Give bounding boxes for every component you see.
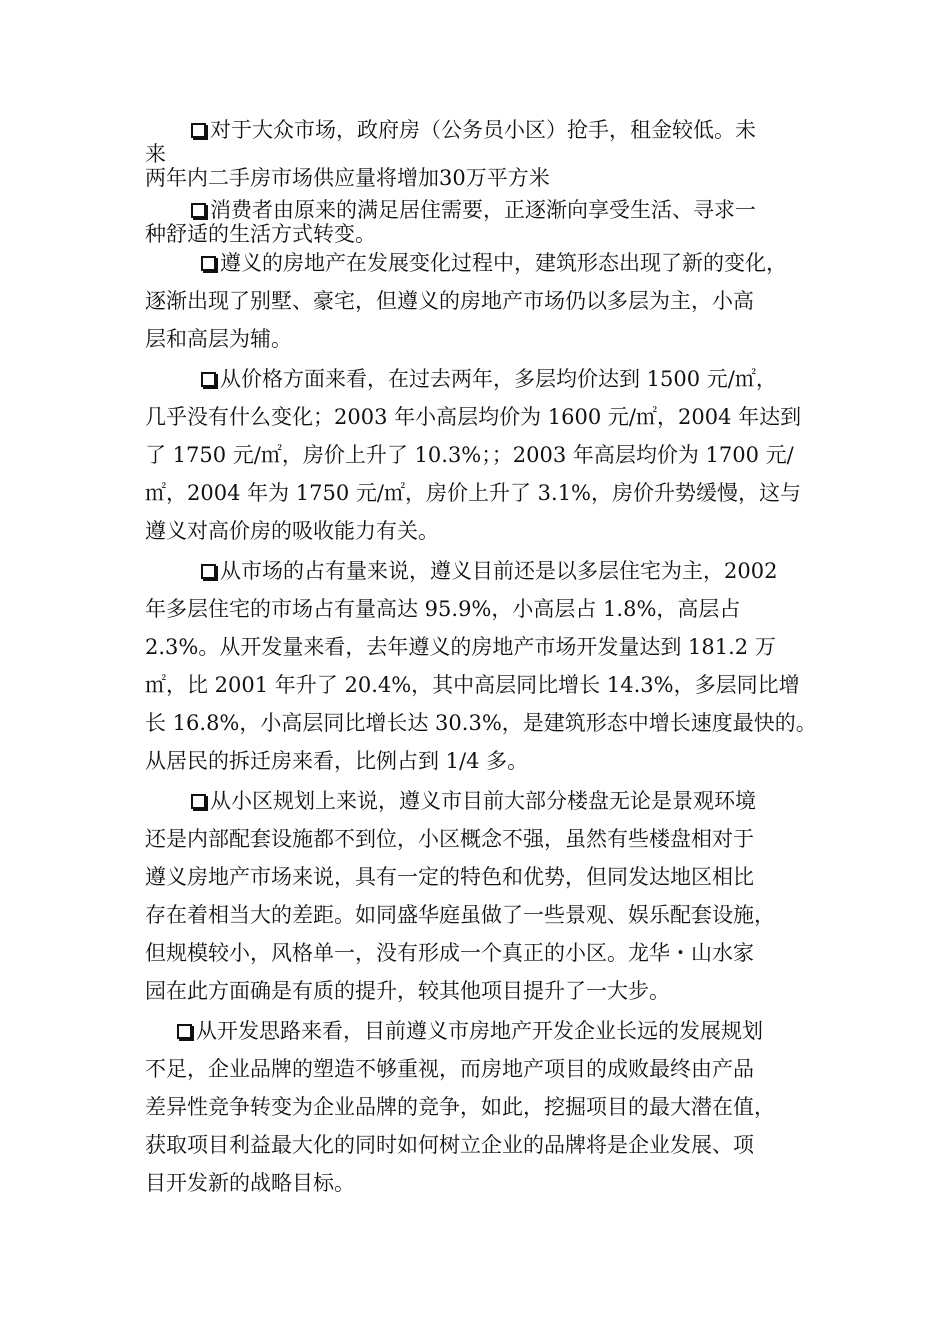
checkbox-bullet-icon	[201, 256, 216, 271]
checkbox-bullet-icon	[177, 1024, 192, 1039]
paragraph-line: 几乎没有什么变化；2003 年小高层均价为 1600 元/㎡，2004 年达到	[145, 405, 802, 429]
paragraph-line: 从小区规划上来说，遵义市目前大部分楼盘无论是景观环境	[145, 782, 815, 820]
paragraph-consumer-shift	[145, 198, 815, 246]
paragraph-market-share	[145, 552, 815, 780]
paragraph-development-strategy	[145, 1012, 815, 1202]
paragraph-line: 遵义的房地产在发展变化过程中，建筑形态出现了新的变化，	[145, 244, 815, 282]
paragraph-price-trend	[145, 360, 815, 550]
paragraph-line: 2.3%。从开发量来看，去年遵义的房地产市场开发量达到 181.2 万	[145, 635, 776, 659]
paragraph-line: 种舒适的生活方式转变。	[145, 222, 376, 246]
checkbox-bullet-icon	[201, 372, 216, 387]
paragraph-line: 从居民的拆迁房来看，比例占到 1/4 多。	[145, 749, 529, 773]
paragraph-line: 园在此方面确是有质的提升，较其他项目提升了一大步。	[145, 979, 670, 1003]
paragraph-line: 了 1750 元/㎡，房价上升了 10.3%；；2003 年高层均价为 1700 元/	[145, 443, 794, 467]
paragraph-line: 但规模较小，风格单一，没有形成一个真正的小区。龙华・山水家	[145, 941, 754, 965]
paragraph-line: 逐渐出现了别墅、豪宅，但遵义的房地产市场仍以多层为主，小高	[145, 289, 754, 313]
paragraph-line: 消费者由原来的满足居住需要，正逐渐向享受生活、寻求一	[145, 198, 815, 222]
paragraph-line: ㎡，2004 年为 1750 元/㎡，房价上升了 3.1%，房价升势缓慢，这与	[145, 481, 802, 505]
paragraph-line: 遵义对高价房的吸收能力有关。	[145, 519, 439, 543]
paragraph-line: 获取项目利益最大化的同时如何树立企业的品牌将是企业发展、项	[145, 1133, 754, 1157]
checkbox-bullet-icon	[191, 794, 206, 809]
paragraph-line: 两年内二手房市场供应量将增加30万平方米	[145, 166, 550, 190]
paragraph-building-forms	[145, 244, 815, 358]
paragraph-line: 不足，企业品牌的塑造不够重视，而房地产项目的成败最终由产品	[145, 1057, 754, 1081]
paragraph-line: 层和高层为辅。	[145, 327, 292, 351]
paragraph-line: ㎡，比 2001 年升了 20.4%，其中高层同比增长 14.3%，多层同比增	[145, 673, 800, 697]
paragraph-line: 遵义房地产市场来说，具有一定的特色和优势，但同发达地区相比	[145, 865, 754, 889]
paragraph-line: 从价格方面来看，在过去两年，多层均价达到 1500 元/㎡，	[145, 360, 815, 398]
paragraph-line: 还是内部配套设施都不到位，小区概念不强，虽然有些楼盘相对于	[145, 827, 754, 851]
paragraph-line: 差异性竞争转变为企业品牌的竞争，如此，挖掘项目的最大潜在值，	[145, 1095, 775, 1119]
checkbox-bullet-icon	[191, 123, 206, 138]
checkbox-bullet-icon	[201, 564, 216, 579]
paragraph-public-market	[145, 118, 815, 190]
paragraph-community-planning	[145, 782, 815, 1010]
paragraph-line: 对于大众市场，政府房（公务员小区）抢手，租金较低。未	[145, 118, 815, 142]
paragraph-line: 存在着相当大的差距。如同盛华庭虽做了一些景观、娱乐配套设施，	[145, 903, 775, 927]
paragraph-line: 目开发新的战略目标。	[145, 1171, 355, 1195]
paragraph-line: 年多层住宅的市场占有量高达 95.9%，小高层占 1.8%，高层占	[145, 597, 741, 621]
paragraph-line: 从开发思路来看，目前遵义市房地产开发企业长远的发展规划	[145, 1012, 815, 1050]
paragraph-line: 从市场的占有量来说，遵义目前还是以多层住宅为主，2002	[145, 552, 815, 590]
checkbox-bullet-icon	[191, 203, 206, 218]
paragraph-line: 长 16.8%，小高层同比增长达 30.3%，是建筑形态中增长速度最快的。	[145, 711, 817, 735]
paragraph-line: 来	[145, 142, 166, 166]
